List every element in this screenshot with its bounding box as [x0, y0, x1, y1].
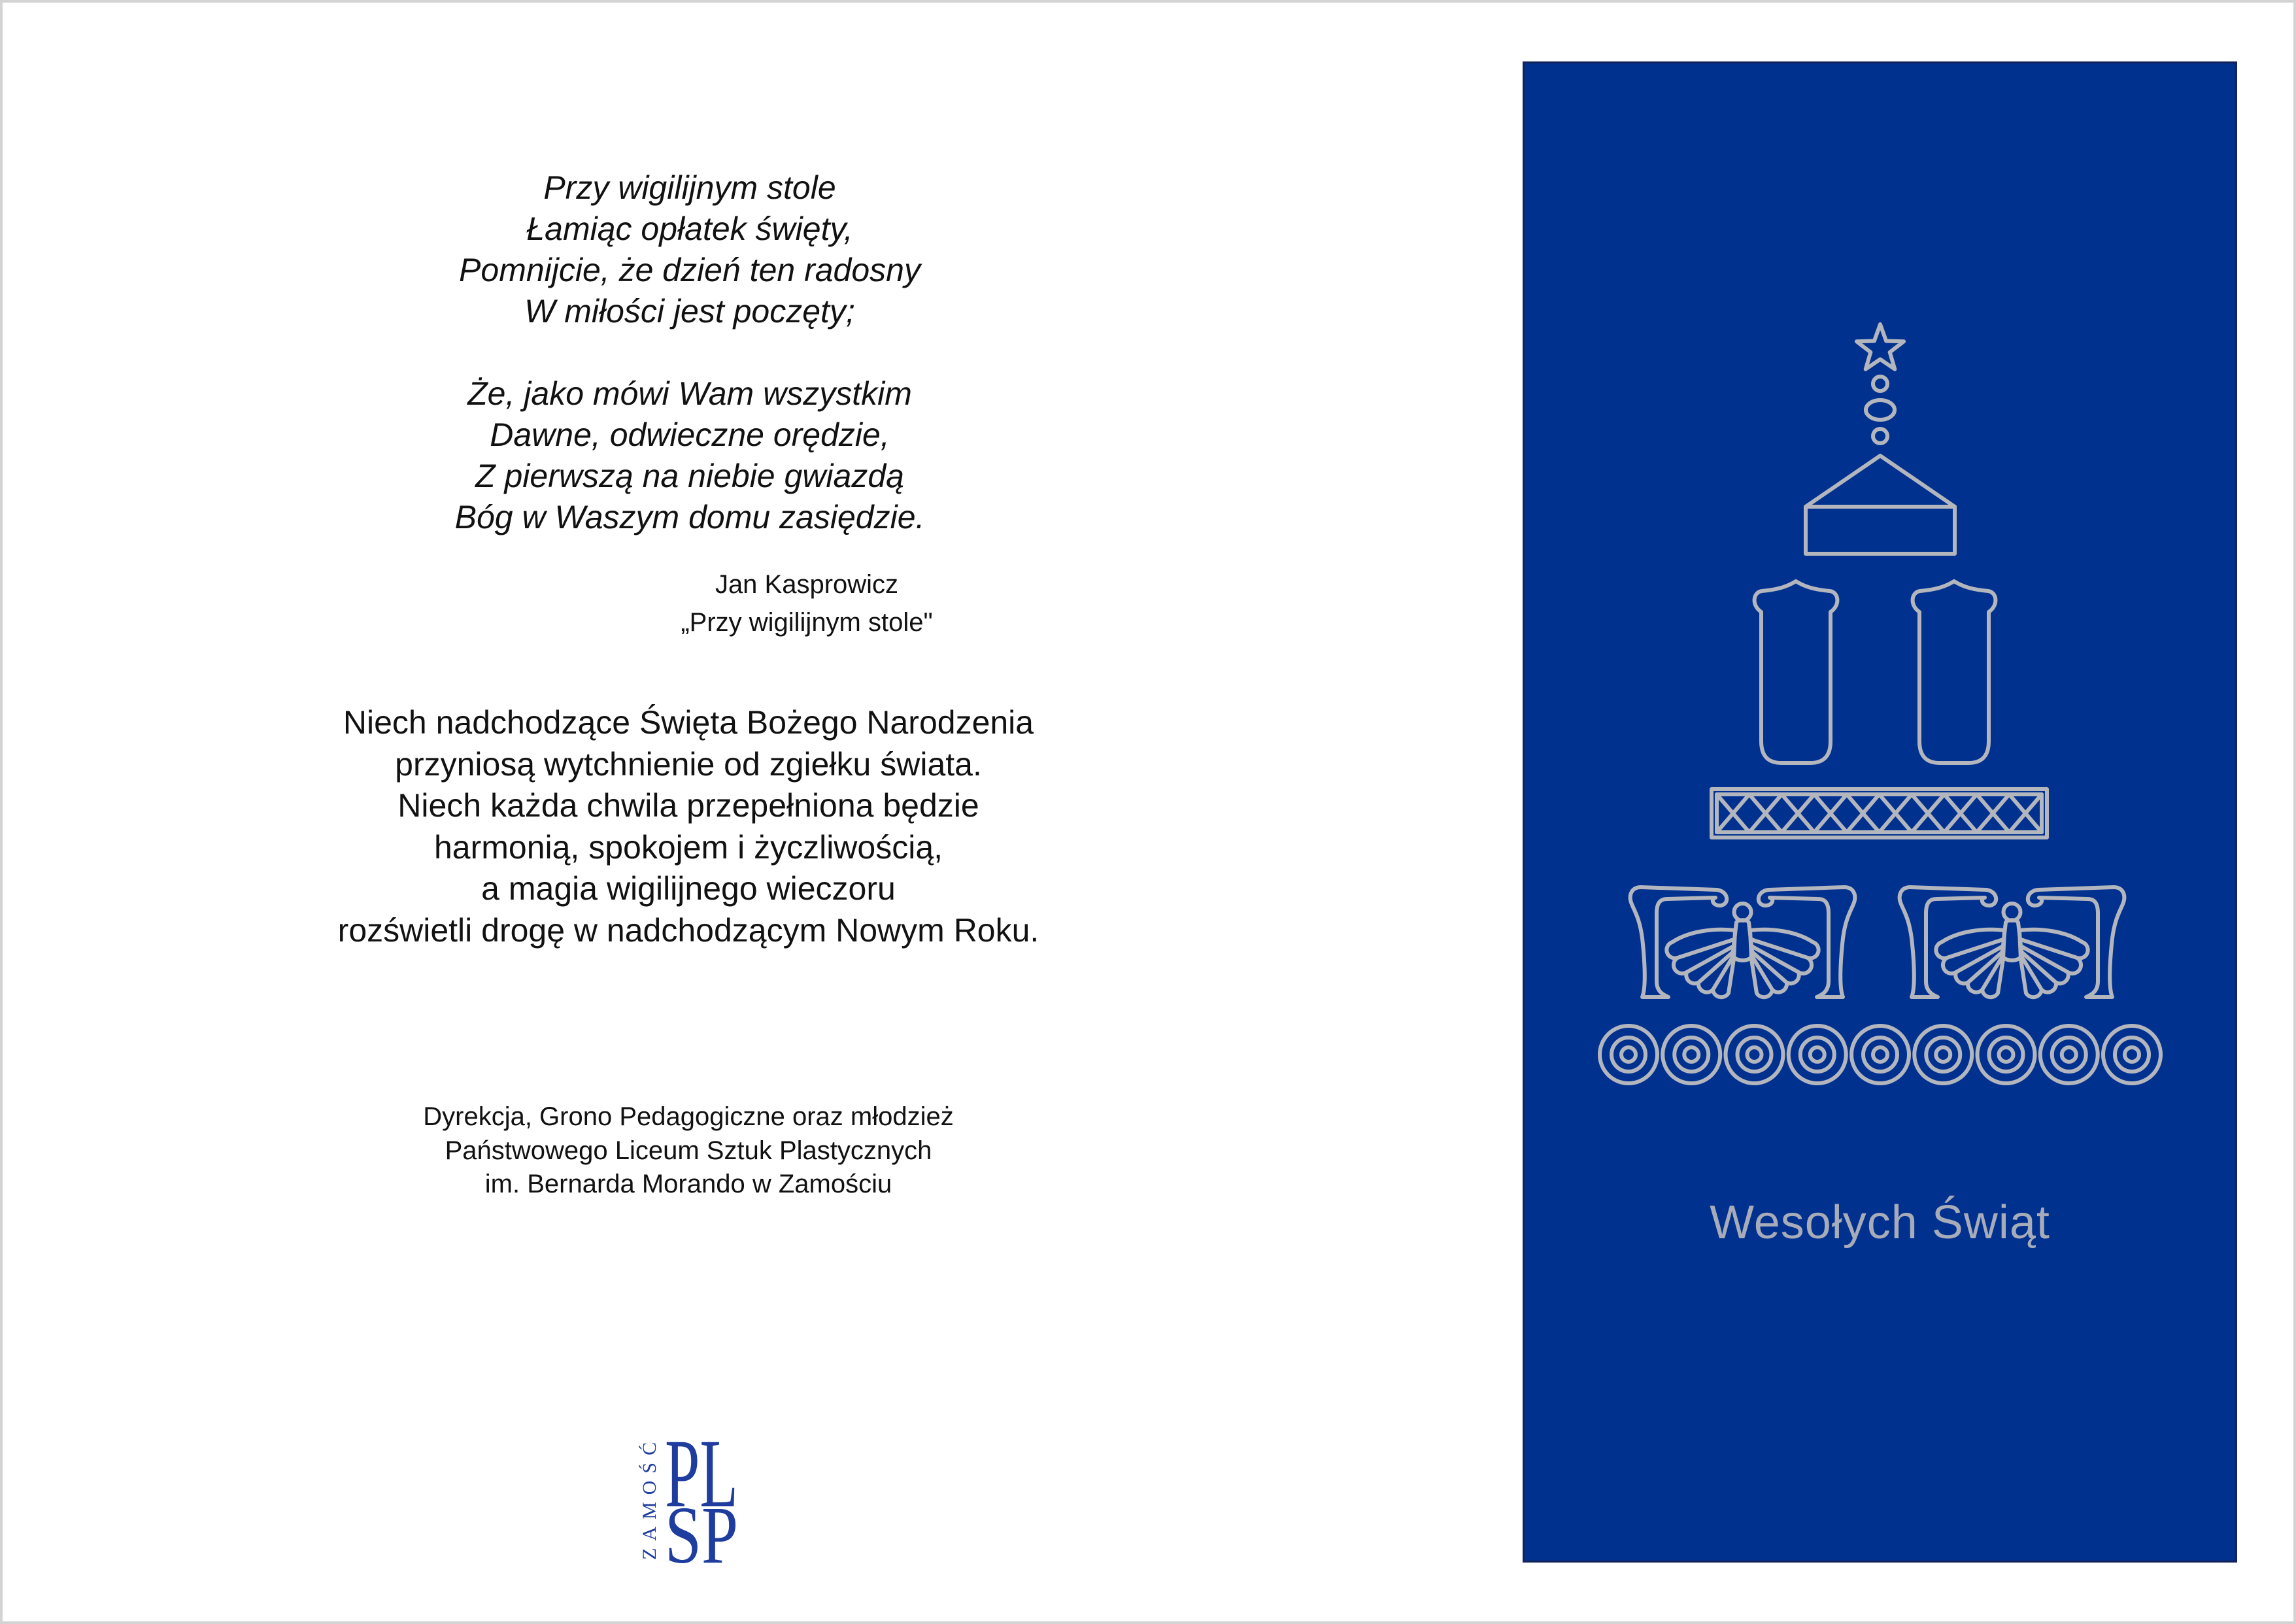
poem-line: Przy wigilijnym stole — [543, 169, 836, 206]
ring-outer — [2040, 1026, 2098, 1083]
ring-outer — [1726, 1026, 1783, 1083]
pillar-right — [2028, 887, 2125, 997]
logo-bottom-letters: SP — [665, 1491, 738, 1569]
ring-outer — [2103, 1026, 2161, 1083]
ring-inner — [1747, 1047, 1762, 1062]
ring-middle — [1612, 1038, 1646, 1072]
ring-outer — [1600, 1026, 1657, 1083]
ring-inner — [1684, 1047, 1698, 1062]
poem — [297, 167, 1082, 538]
poem-line: Pomnijcie, że dzień ten radosny — [459, 252, 920, 288]
ring-ornament — [2103, 1026, 2161, 1083]
pillar-left — [1630, 887, 1727, 997]
poem-stanza — [297, 167, 1082, 332]
poem-source: „Przy wigilijnym stole" — [681, 608, 933, 637]
window-ornament-left — [1755, 581, 1838, 763]
ring-inner — [1999, 1047, 2014, 1062]
house-body — [1806, 507, 1955, 554]
wishes-line: a magia wigilijnego wieczoru — [481, 870, 896, 907]
folk-ornament — [1523, 61, 2237, 1563]
pillar-right — [1759, 887, 1855, 997]
feathers-right — [2021, 939, 2077, 990]
ring-inner — [1621, 1047, 1636, 1062]
ring-middle — [2052, 1038, 2086, 1072]
poem-stanza — [297, 373, 1082, 538]
lattice-band — [1712, 789, 2047, 837]
poem-line: Że, jako mówi Wam wszystkim — [467, 375, 912, 412]
ring-inner — [1936, 1047, 1950, 1062]
ring-inner — [1873, 1047, 1887, 1062]
poem-line: Bóg w Waszym domu zasiędzie. — [454, 499, 925, 535]
angel-head — [1734, 904, 1751, 921]
lattice-zigzag — [1717, 794, 2042, 832]
ring-ornament — [1978, 1026, 2035, 1083]
cover-panel — [1523, 61, 2237, 1563]
ring-middle — [1800, 1038, 1834, 1072]
logo-side-text: ZAMOŚĆ — [639, 1442, 660, 1560]
angel-head — [2004, 904, 2021, 921]
greeting-text: Wesołych Świąt — [1710, 1196, 2050, 1249]
poem-author: Jan Kasprowicz — [715, 570, 899, 599]
ring-outer — [1789, 1026, 1846, 1083]
ring-ornament — [1789, 1026, 1846, 1083]
ring-outer — [1978, 1026, 2035, 1083]
wishes-line: Niech nadchodzące Święta Bożego Narodzenia — [343, 704, 1034, 741]
ring-ornament — [2040, 1026, 2098, 1083]
poem-line: Dawne, odwieczne orędzie, — [490, 416, 890, 453]
feathers-right — [1751, 939, 1808, 990]
bead-ornament — [1873, 377, 1887, 391]
ring-middle — [1926, 1038, 1960, 1072]
ring-ornament — [1726, 1026, 1783, 1083]
feathers-left — [1678, 939, 1734, 990]
ring-inner — [2062, 1047, 2076, 1062]
school-logo — [637, 1432, 742, 1569]
ring-middle — [1674, 1038, 1708, 1072]
signature-line: Państwowego Liceum Sztuk Plastycznych — [445, 1136, 932, 1165]
signature-line: Dyrekcja, Grono Pedagogiczne oraz młodzież — [423, 1102, 954, 1131]
bead-ornament — [1866, 400, 1895, 420]
feathers-left — [1947, 939, 2003, 990]
ring-middle — [1863, 1038, 1897, 1072]
wishes-line: przyniosą wytchnienie od zgiełku świata. — [395, 745, 982, 783]
signature — [296, 1100, 1081, 1202]
poem-line: W miłości jest poczęty; — [524, 293, 855, 330]
star-icon — [1857, 324, 1904, 369]
ring-outer — [1914, 1026, 1972, 1083]
wishes-line: harmonią, spokojem i życzliwością, — [433, 828, 943, 866]
ring-middle — [2115, 1038, 2149, 1072]
ring-outer — [1663, 1026, 1720, 1083]
house-roof — [1806, 456, 1955, 507]
ring-ornament — [1851, 1026, 1909, 1083]
ring-inner — [1810, 1047, 1825, 1062]
ring-outer — [1851, 1026, 1909, 1083]
signature-line: im. Bernarda Morando w Zamościu — [484, 1170, 892, 1198]
wishes-line: rozświetli drogę w nadchodzącym Nowym Roku. — [337, 911, 1039, 949]
ring-ornament — [1663, 1026, 1720, 1083]
ring-inner — [2125, 1047, 2139, 1062]
ring-middle — [1738, 1038, 1772, 1072]
wishes-line: Niech każda chwila przepełniona będzie — [397, 787, 979, 824]
angel-group-right — [1900, 887, 2125, 997]
house-ornament — [1806, 456, 1955, 554]
angel-group-left — [1630, 887, 1855, 997]
window-ornament-right — [1913, 581, 1996, 763]
ring-middle — [1989, 1038, 2023, 1072]
pillar-left — [1900, 887, 1997, 997]
ring-ornament — [1600, 1026, 1657, 1083]
poem-line: Z pierwszą na niebie gwiazdą — [475, 458, 904, 494]
ring-row — [1600, 1026, 2161, 1083]
logo-top-letters: PL — [665, 1432, 738, 1528]
holiday-wishes — [296, 702, 1081, 952]
ring-ornament — [1914, 1026, 1972, 1083]
poem-attribution — [545, 566, 1068, 641]
bead-ornament — [1873, 429, 1887, 443]
poem-line: Łamiąc opłatek święty, — [526, 211, 853, 247]
